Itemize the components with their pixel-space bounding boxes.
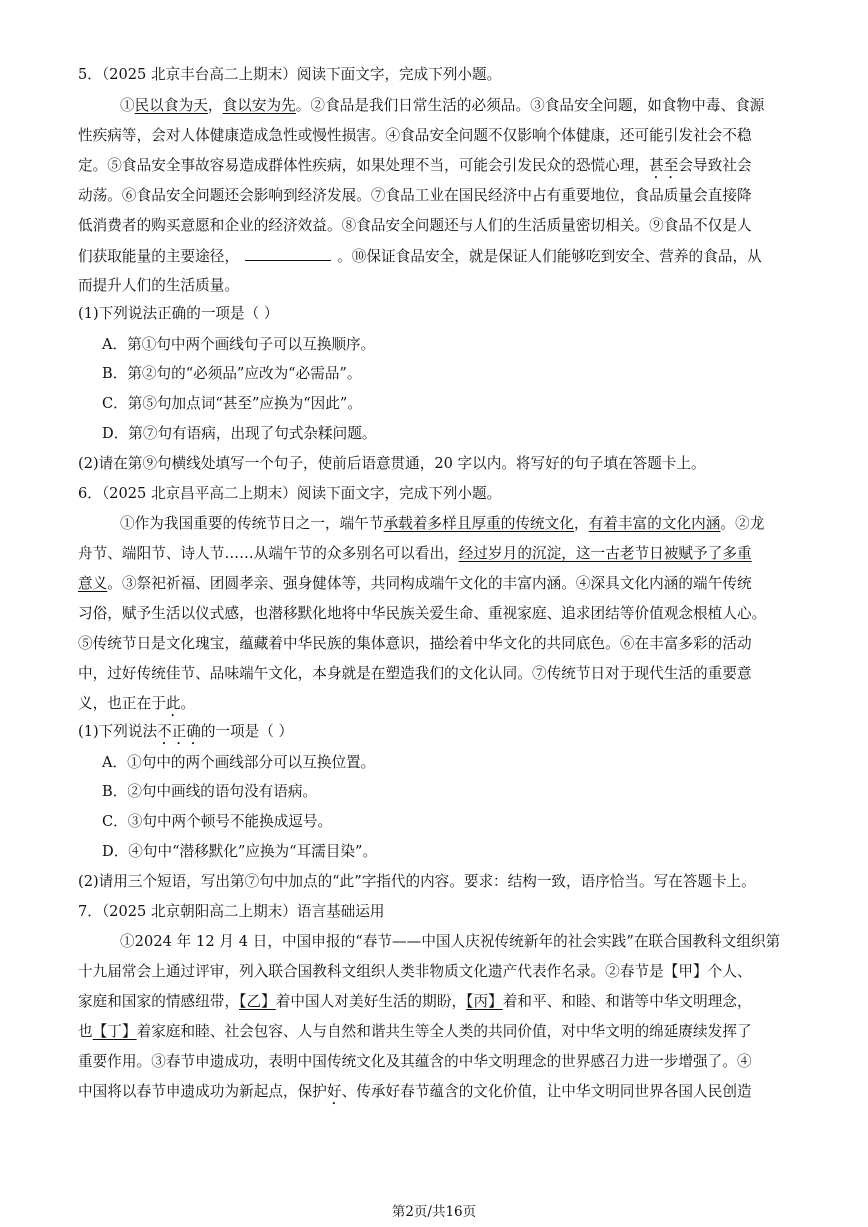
q5-para-line-6 [78,246,762,267]
q5-para-line-5: 低消费者的购买意愿和企业的经济效益。⑧食品安全问题还与人们的生活质量密切相关。⑨食品不仅是人 [78,217,752,234]
text: (1)下列说法 [78,723,158,740]
q6-option-b: B．②句中画线的语句没有语病。 [102,783,318,800]
q6-para-line-5: ⑤传统节日是文化瑰宝，蕴藏着中华民族的集体意识，描绘着中华文化的共同底色。⑥在丰富多彩的活动 [78,635,752,652]
q6-para-line-4: 习俗，赋予生活以仪式感，也潜移默化地将中华民族关爱生命、重视家庭、追求团结等价值观念根植人心。 [78,605,767,622]
underlined-sentence: 经过岁月的沉淀，这一古老节日被赋予了多重 [458,545,752,562]
q5-para-line-4: 动荡。⑥食品安全问题还会影响到经济发展。⑦食品工业在国民经济中占有重要地位，食品质量会直接降 [78,187,752,204]
q5-option-a: A．第①句中两个画线句子可以互换顺序。 [102,336,376,353]
dotted-word: 好 [326,1083,342,1100]
text: 。⑩保证食品安全，就是保证人们能够吃到安全、营养的食品，从 [337,248,762,265]
underlined-sentence-end: 意义 [78,575,108,592]
text: 。 [180,695,196,712]
text: ， [207,97,223,114]
q7-heading: 7．（2025 北京朝阳高二上期末）语言基础运用 [78,903,385,920]
dotted-word: 甚至 [649,157,679,174]
q5-heading: 5．（2025 北京丰台高二上期末）阅读下面文字，完成下列小题。 [78,66,502,83]
q6-para-line-2 [78,544,752,564]
underlined-sentence-2: 食以安为先 [222,97,296,114]
text: 着家庭和睦、社会包容、人与自然和谐共生等全人类的共同价值，对中华文明的绵延赓续发挥了 [136,1023,752,1040]
text: 也 [78,1023,93,1040]
text: 着和平、和睦、和谐等中华文明理念， [502,993,752,1010]
q6-para-line-6: 中，过好传统佳节、品味端午文化，本身就是在塑造我们的文化认同。⑦传统节日对于现代生活的重要意 [78,665,752,682]
q6-option-c: C．③句中两个顿号不能换成逗号。 [102,813,333,830]
q7-para-line-2: 十九届常会上通过评审，列入联合国教科文组织人类非物质文化遗产代表作名录。②春节是【甲】个人、 [78,963,752,980]
q5-para-line-7: 而提升人们的生活质量。 [78,277,240,294]
text: 家庭和国家的情感纽带， [78,993,240,1010]
text: ①作为我国重要的传统节日之一，端午节 [120,515,384,532]
text: ， [573,515,589,532]
q6-sub-question-1 [78,722,293,748]
fill-blank [245,246,331,261]
underlined-blank-bing: 【丙】 [466,993,503,1010]
text: 的一项是（ ） [200,723,294,740]
text: 。②龙 [720,515,765,532]
text: 。③祭祀祈福、团圆孝亲、强身健体等，共同构成端午文化的丰富内涵。④深具文化内涵的端午传统 [107,575,752,592]
dotted-word: 此 [165,695,181,712]
q7-para-line-1: ①2024 年 12 月 4 日，中国申报的“春节——中国人庆祝传统新年的社会实践”在联合国教科文组织第 [120,933,781,950]
dotted-word: 不正确 [157,723,201,740]
page-number: 第2页/共16页 [391,1204,477,1220]
q7-para-line-4 [78,1022,752,1042]
q6-para-line-3 [78,574,752,594]
q5-para-line-2: 性疾病等，会对人体健康造成急性或慢性损害。④食品安全问题不仅影响个体健康，还可能引发社会不稳 [78,127,752,144]
q5-sub-question-1: (1)下列说法正确的一项是（ ） [78,305,279,322]
text: 义，也正在于 [78,695,166,712]
underlined-blank-ding: 【丁】 [92,1023,137,1040]
text: 舟节、端阳节、诗人节……从端午节的众多别名可以看出， [78,545,459,562]
q5-sub-question-2: (2)请在第⑨句横线处填写一个句子，使前后语意贯通，20 字以内。将写好的句子填在答题卡上。 [78,455,706,472]
q6-para-line-1 [120,514,764,534]
text: 着中国人对美好生活的期盼， [275,993,467,1010]
underlined-sentence-1: 民以食为天 [134,97,208,114]
text: ① [120,97,135,114]
q6-option-a: A．①句中的两个画线部分可以互换位置。 [102,754,376,771]
text: 中国将以春节申遗成功为新起点，保护 [78,1083,327,1100]
q7-para-line-6 [78,1082,752,1108]
underlined-phrase-1: 承载着多样且厚重的传统文化 [383,515,574,532]
q5-option-b: B．第②句的“必须品”应改为“必需品”。 [102,365,362,382]
text: 会导致社会 [678,157,752,174]
q5-para-line-3 [78,156,752,182]
q6-heading: 6．（2025 北京昌平高二上期末）阅读下面文字，完成下列小题。 [78,485,502,502]
q5-option-c: C．第⑤句加点词“甚至”应换为“因此”。 [102,395,362,412]
q6-option-d: D．④句中“潜移默化”应换为“耳濡目染”。 [102,843,378,860]
text: 定。⑤食品安全事故容易造成群体性疾病，如果处理不当，可能会引发民众的恐慌心理， [78,157,650,174]
q5-para-line-1 [120,96,764,116]
q6-sub-question-2: (2)请用三个短语，写出第⑦句中加点的“此”字指代的内容。要求：结构一致，语序恰当。写在答题卡上。 [78,873,756,890]
text: 们获取能量的主要途径， [78,248,240,265]
q5-option-d: D．第⑦句有语病，出现了句式杂糅问题。 [102,425,377,442]
text: 、传承好春节蕴含的文化价值，让中华文明同世界各国人民创造 [341,1083,752,1100]
q6-para-line-7 [78,694,195,720]
q7-para-line-5: 重要作用。③春节申遗成功，表明中国传统文化及其蕴含的中华文明理念的世界感召力进一步增强了。④ [78,1053,752,1070]
q7-para-line-3 [78,992,752,1012]
text: 。②食品是我们日常生活的必须品。③食品安全问题，如食物中毒、食源 [295,97,765,114]
underlined-blank-yi: 【乙】 [239,993,276,1010]
underlined-phrase-2: 有着丰富的文化内涵 [588,515,721,532]
